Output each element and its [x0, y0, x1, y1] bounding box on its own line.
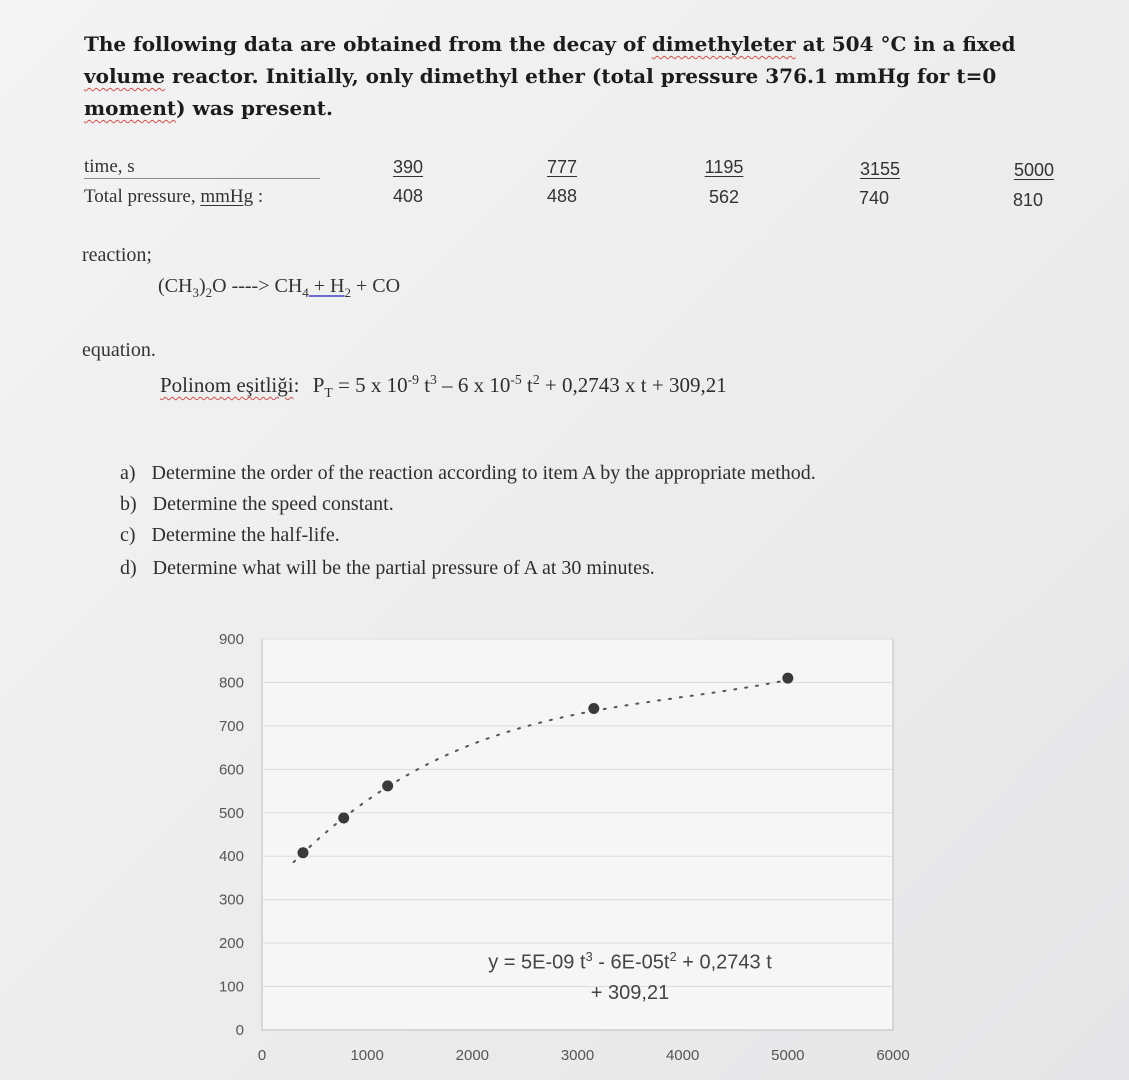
- time-cell: 390: [392, 157, 424, 177]
- equation-label: equation.: [82, 339, 156, 361]
- pressure-cell: 562: [708, 187, 740, 207]
- y-tick-label: 800: [218, 674, 244, 692]
- question-item: c) Determine the half-life.: [120, 524, 340, 546]
- time-cell: 777: [546, 157, 578, 177]
- question-item: b) Determine the speed constant.: [120, 493, 394, 515]
- reaction-label: reaction;: [82, 244, 152, 266]
- problem-line-3: moment) was present.: [84, 96, 333, 120]
- x-tick-label: 5000: [771, 1047, 805, 1064]
- y-tick-label: 300: [218, 891, 244, 909]
- x-tick-label: 0: [257, 1047, 267, 1064]
- data-point: [588, 703, 599, 714]
- spell-flag-moment: moment: [84, 96, 177, 120]
- data-point: [782, 673, 793, 684]
- question-item: a) Determine the order of the reaction according to item A by the appropriate method.: [120, 462, 816, 484]
- y-tick-label: 900: [218, 631, 244, 648]
- polynomial-expression: $P_T = 5$ x $10^{-9}$ $t^3 - 6$ x $10^{-5}$ $t^2 + 0,2743$ x t + 309,21: [312, 372, 727, 401]
- time-cell: 5000: [1013, 160, 1055, 180]
- y-tick-label: 200: [218, 935, 244, 953]
- spell-flag-dimethyleter: dimethyleter: [651, 32, 796, 56]
- data-point: [382, 780, 393, 791]
- x-tick-label: 4000: [665, 1047, 700, 1064]
- data-point: [298, 847, 309, 858]
- y-tick-label: 100: [218, 978, 244, 996]
- polynomial-equation: Polinom eşitliği: $P_T = 5$ x $10^{-9}$ $t^3 - 6$ x $10^{-5}$ $t^2 + 0,2743$ x t + 309,21: [160, 372, 727, 401]
- pressure-cell: 488: [546, 186, 578, 206]
- y-tick-label: 0: [235, 1022, 244, 1039]
- trendline-equation-line-2: + 309,21: [590, 981, 670, 1004]
- y-tick-label: 600: [218, 761, 244, 779]
- data-point: [338, 812, 349, 823]
- trendline-equation: [440, 942, 820, 1008]
- pressure-row-label: Total pressure, mmHg :: [84, 186, 264, 207]
- pressure-cell: 408: [392, 186, 424, 206]
- pressure-cell: 810: [1012, 190, 1044, 210]
- problem-line-2: volume reactor. Initially, only dimethyl ether (total pressure 376.1 mmHg for t=0: [84, 64, 997, 88]
- spell-flag-volume: volume: [84, 64, 165, 88]
- y-tick-label: 700: [218, 717, 244, 735]
- time-cell: 1195: [704, 157, 744, 177]
- x-tick-label: 1000: [350, 1047, 384, 1064]
- y-tick-label: 400: [218, 848, 244, 866]
- pressure-cell: 740: [858, 188, 890, 208]
- y-tick-label: 500: [218, 804, 244, 822]
- question-item: d) Determine what will be the partial pressure of A at 30 minutes.: [120, 557, 655, 579]
- time-cell: 3155: [859, 159, 901, 179]
- trendline-equation-line-1: y = 5E-09 $t^3 - 6E-05t^2 + 0,2743$ t: [488, 949, 772, 974]
- reaction-formula: $(CH_3)_2O$ ----> $CH_4 + H_2$ + CO: [158, 275, 401, 300]
- x-tick-label: 2000: [455, 1047, 490, 1064]
- x-tick-label: 6000: [876, 1047, 910, 1064]
- x-tick-label: 3000: [560, 1047, 595, 1064]
- problem-line-1: The following data are obtained from the decay of dimethyleter at 504 °C in a fixed: [84, 32, 1016, 56]
- time-row-label: time, s: [84, 156, 320, 179]
